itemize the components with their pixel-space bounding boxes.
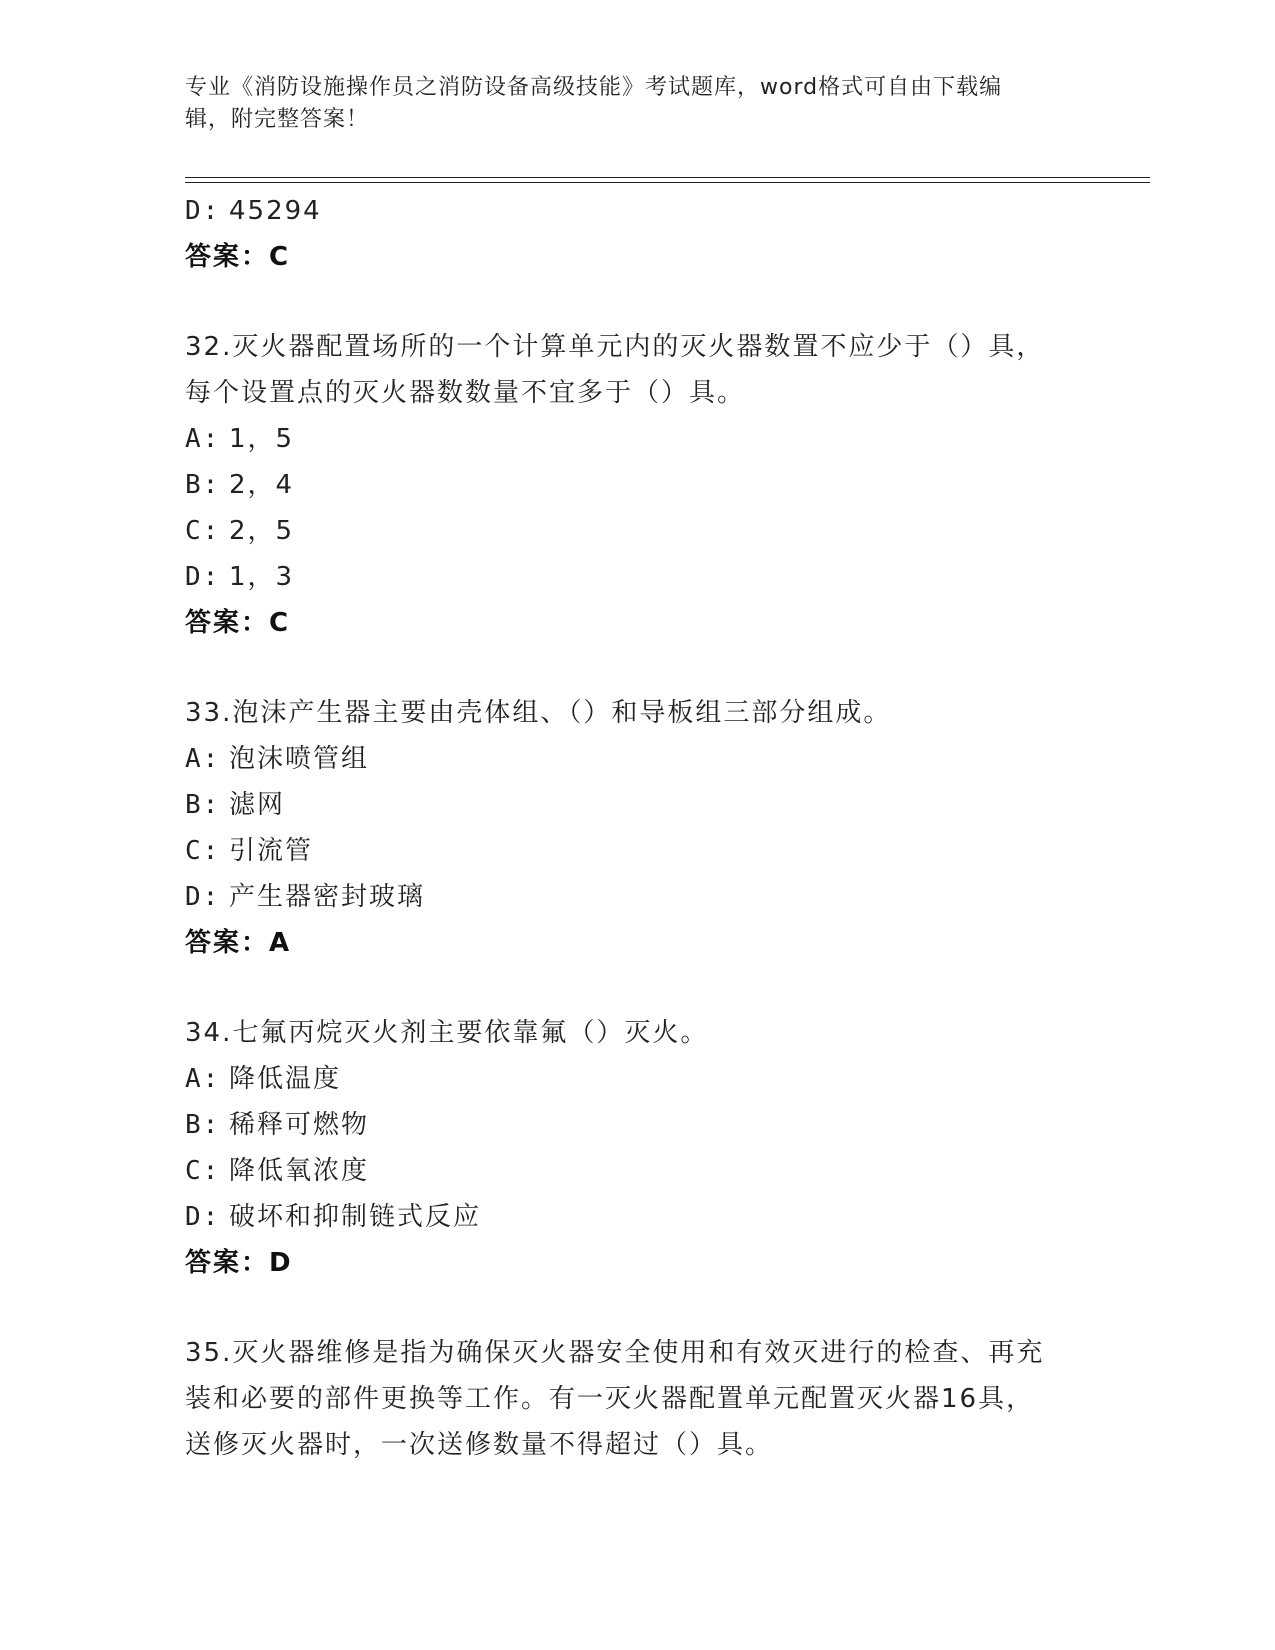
option-text: 45294 xyxy=(229,196,322,226)
question-line: 装和必要的部件更换等工作。有一灭火器配置单元配置灭火器16具， xyxy=(185,1384,1035,1414)
option-c xyxy=(185,828,1085,874)
option-text: 2，4 xyxy=(229,470,295,500)
question-line: 35.灭火器维修是指为确保灭火器安全使用和有效灭进行的检查、再充 xyxy=(185,1338,1045,1368)
prev-answer: 答案：C xyxy=(185,242,291,272)
spacer xyxy=(185,966,1085,1010)
option-text: 1，3 xyxy=(229,562,295,592)
document-body xyxy=(185,188,1085,1468)
question-34 xyxy=(185,1010,1085,1286)
option-b xyxy=(185,462,1085,508)
question-line: 32.灭火器配置场所的一个计算单元内的灭火器数置不应少于（）具， xyxy=(185,332,1045,362)
option-text: 泡沫喷管组 xyxy=(229,744,370,774)
option-text: 稀释可燃物 xyxy=(229,1110,370,1140)
option-key: C: xyxy=(185,516,221,546)
option-key: D: xyxy=(185,196,221,226)
document-header xyxy=(185,72,1065,136)
header-line-1: 专业《消防设施操作员之消防设备高级技能》考试题库，word格式可自由下载编 xyxy=(185,75,1003,100)
option-key: C: xyxy=(185,1156,221,1186)
spacer xyxy=(185,280,1085,324)
option-text: 降低温度 xyxy=(229,1064,342,1094)
option-text: 降低氧浓度 xyxy=(229,1156,370,1186)
option-text: 破坏和抑制链式反应 xyxy=(229,1202,482,1232)
question-text xyxy=(185,1330,1065,1468)
option-key: A: xyxy=(185,424,221,454)
option-c xyxy=(185,508,1085,554)
option-text: 滤网 xyxy=(229,790,286,820)
option-text: 1，5 xyxy=(229,424,295,454)
question-line: 34.七氟丙烷灭火剂主要依靠氟（）灭火。 xyxy=(185,1018,709,1048)
answer: 答案：A xyxy=(185,928,292,958)
question-33 xyxy=(185,690,1085,966)
question-line: 送修灭火器时，一次送修数量不得超过（）具。 xyxy=(185,1430,774,1460)
header-line-2: 辑，附完整答案！ xyxy=(185,107,370,132)
option-d xyxy=(185,1194,1085,1240)
option-key: D: xyxy=(185,882,221,912)
header-rule-top xyxy=(185,177,1150,178)
option-a xyxy=(185,416,1085,462)
question-35 xyxy=(185,1330,1085,1468)
question-text xyxy=(185,1010,1065,1056)
option-text: 引流管 xyxy=(229,836,314,866)
answer: 答案：D xyxy=(185,1248,293,1278)
option-key: D: xyxy=(185,562,221,592)
option-a xyxy=(185,1056,1085,1102)
option-b xyxy=(185,782,1085,828)
option-key: B: xyxy=(185,470,221,500)
option-key: B: xyxy=(185,790,221,820)
option-d xyxy=(185,874,1085,920)
option-text: 产生器密封玻璃 xyxy=(229,882,426,912)
question-32 xyxy=(185,324,1085,646)
option-key: A: xyxy=(185,744,221,774)
spacer xyxy=(185,646,1085,690)
question-text xyxy=(185,690,1065,736)
option-key: B: xyxy=(185,1110,221,1140)
option-a xyxy=(185,736,1085,782)
option-d xyxy=(185,554,1085,600)
prev-option-d xyxy=(185,188,1085,234)
answer: 答案：C xyxy=(185,608,291,638)
option-key: C: xyxy=(185,836,221,866)
option-key: A: xyxy=(185,1064,221,1094)
question-text xyxy=(185,324,1065,416)
question-line: 33.泡沫产生器主要由壳体组、（）和导板组三部分组成。 xyxy=(185,698,892,728)
spacer xyxy=(185,1286,1085,1330)
option-c xyxy=(185,1148,1085,1194)
header-rule-bottom xyxy=(185,182,1150,183)
option-b xyxy=(185,1102,1085,1148)
question-line: 每个设置点的灭火器数数量不宜多于（）具。 xyxy=(185,378,746,408)
option-text: 2，5 xyxy=(229,516,295,546)
option-key: D: xyxy=(185,1202,221,1232)
